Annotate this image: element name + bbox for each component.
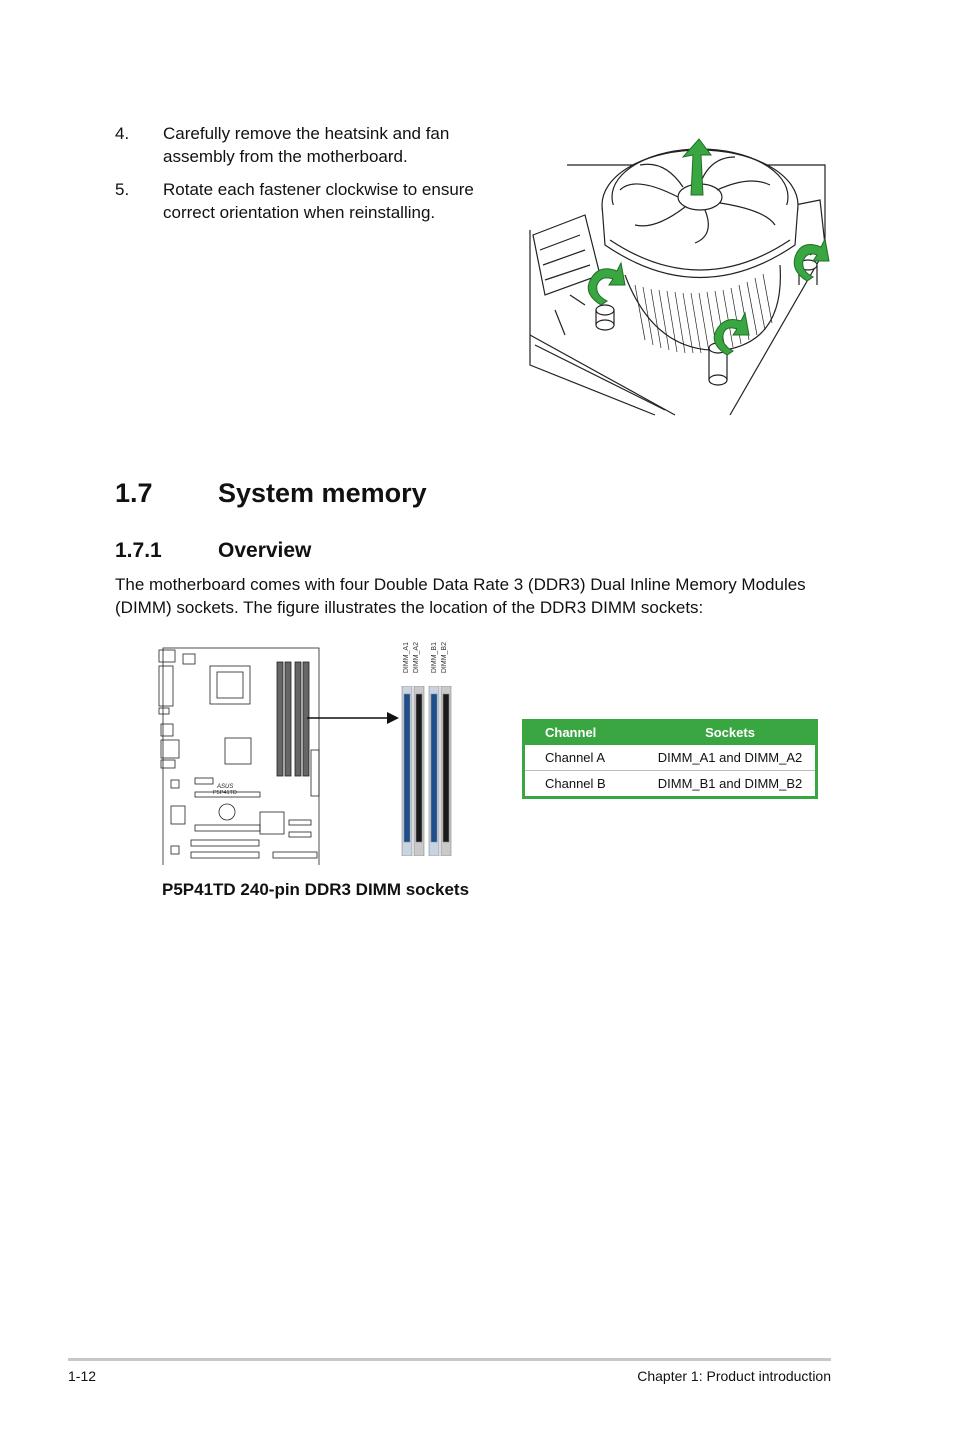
step-text: Rotate each fastener clockwise to ensure correct orientation when reinstalling. [163,180,474,222]
channel-socket-table [522,719,818,799]
section-title: System memory [218,478,427,508]
board-brand: ASUS [217,784,234,790]
subsection-title: Overview [218,539,312,562]
table-cell-channel: Channel B [545,776,606,791]
table-cell-sockets: DIMM_B1 and DIMM_B2 [657,776,803,791]
chapter-title: Chapter 1: Product introduction [637,1368,831,1384]
step-number: 4. [115,124,130,143]
figure-caption: P5P41TD 240-pin DDR3 DIMM sockets [162,880,470,899]
table-header-sockets: Sockets [705,724,755,740]
dimm-sockets-closeup [400,686,455,856]
table-cell-sockets: DIMM_A1 and DIMM_A2 [657,750,803,765]
board-model: P5P41TD [213,790,237,796]
table-row [525,745,815,770]
page-number: 1-12 [68,1368,97,1384]
table-header-channel: Channel [545,724,597,740]
step-number: 5. [115,180,130,199]
subsection-heading [115,539,715,567]
subsection-number: 1.7.1 [115,539,162,562]
heatsink-removal-illustration [525,135,835,420]
section-heading [115,478,715,514]
table-cell-channel: Channel A [545,750,605,765]
step-text: Carefully remove the heatsink and fan assembly from the motherboard. [163,124,450,166]
dimm-label-b1: DIMM_B1 [431,642,438,674]
section-number: 1.7 [115,478,153,508]
dimm-label-a2: DIMM_A2 [413,642,420,674]
dimm-label-a1: DIMM_A1 [403,642,410,674]
overview-paragraph: The motherboard comes with four Double Data Rate 3 (DDR3) Dual Inline Memory Modules (DIMM) sockets. The figure illustrates the location of the DDR3 DIMM sockets: [115,575,806,617]
table-row [525,770,815,796]
table-header-row [525,719,815,745]
dimm-label-b2: DIMM_B2 [441,642,448,674]
step-5 [115,178,515,226]
step-4 [115,122,515,170]
footer-divider [68,1358,831,1361]
dimm-label-group [398,642,458,684]
